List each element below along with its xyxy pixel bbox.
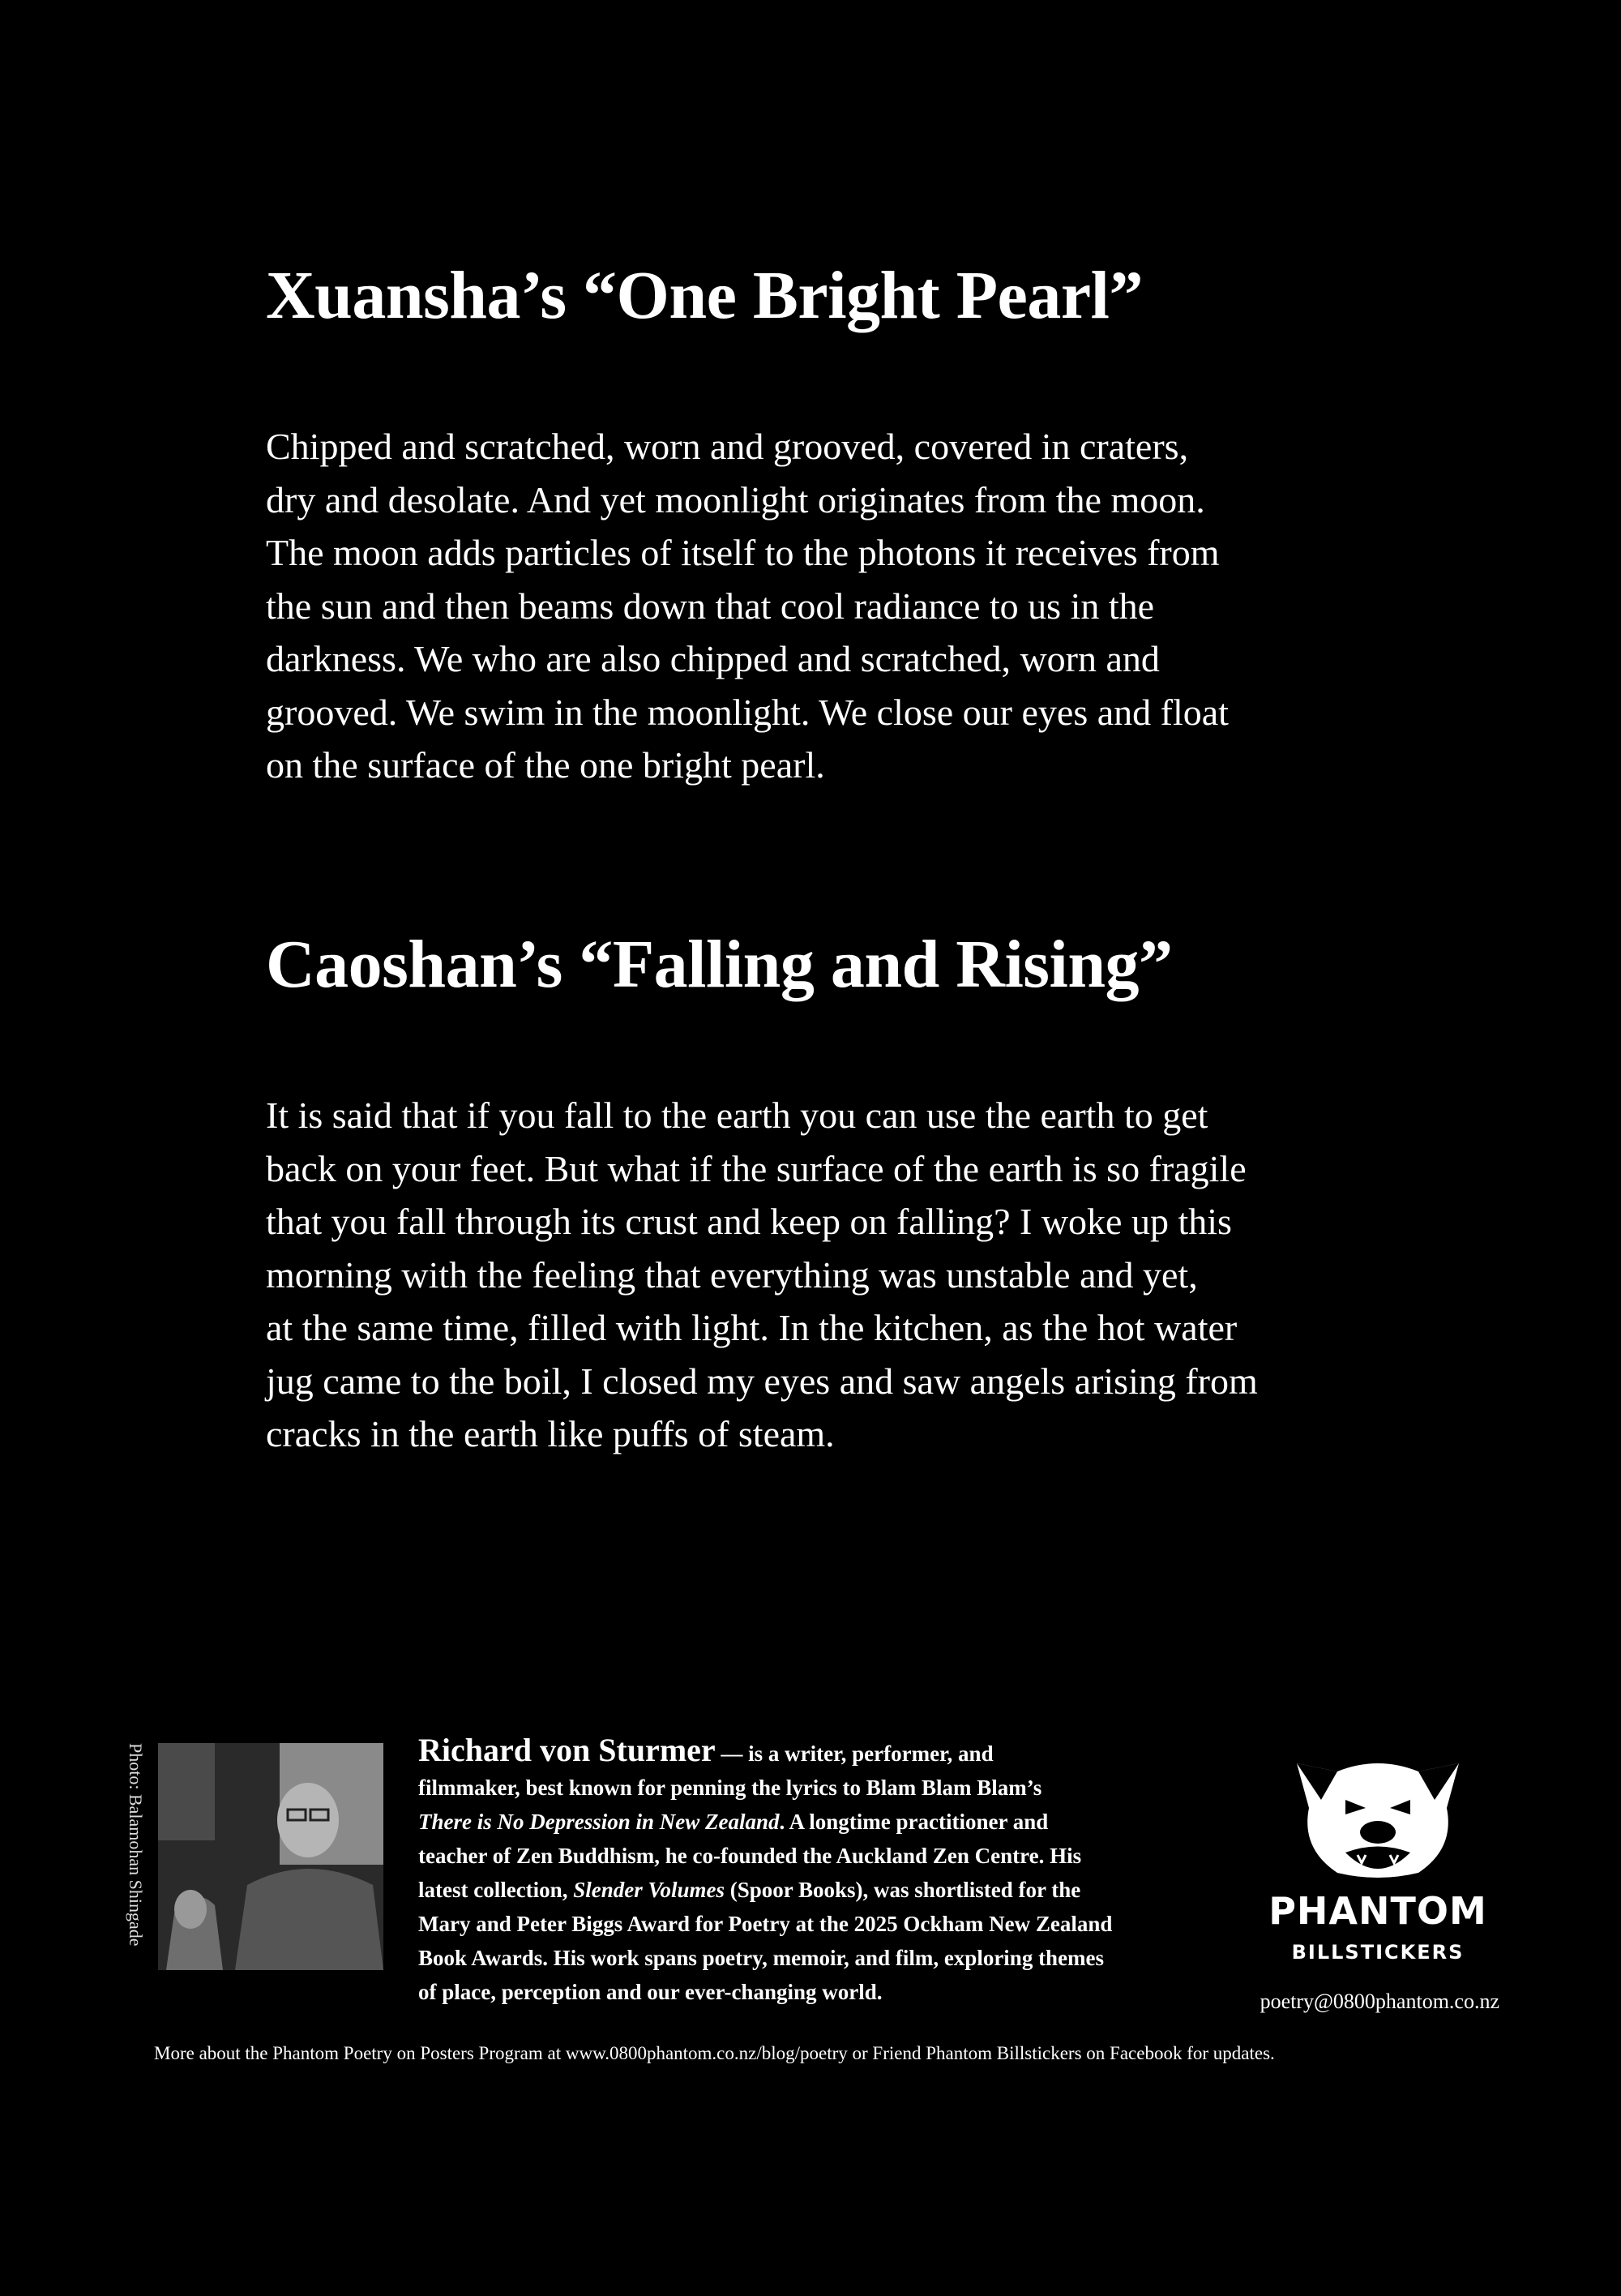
poem-line: the sun and then beams down that cool radiance to us in the: [266, 585, 1155, 627]
brand-subtitle: BILLSTICKERS: [1291, 1941, 1465, 1964]
song-title: There is No Depression in New Zealand: [418, 1810, 780, 1834]
poem-title: Caoshan’s “Falling and Rising”: [266, 927, 1173, 1002]
poem-line: cracks in the earth like puffs of steam.: [266, 1413, 835, 1454]
poem-line: on the surface of the one bright pearl.: [266, 744, 825, 786]
bulldog-head-icon: [1281, 1751, 1475, 1881]
book-title: Slender Volumes: [573, 1878, 725, 1902]
author-photo: [158, 1743, 383, 1970]
poem-falling-and-rising: [266, 920, 1498, 1461]
poem-line: that you fall through its crust and keep on falling? I woke up this: [266, 1201, 1232, 1242]
poem-body: [266, 420, 1498, 792]
poem-line: darkness. We who are also chipped and scratched, worn and: [266, 638, 1160, 679]
author-name: Richard von Sturmer: [418, 1732, 716, 1768]
author-bio: Richard von Sturmer — is a writer, performer, and filmmaker, best known for penning the lyrics to Blam Blam Blam’s There is No Depression in New Zealand. A longtime practitioner and teacher of Zen Buddhism, he co-founded the Auckland Zen Centre. His latest collection, Slender Volumes (Spoor Books), was shortlisted for the Mary and Peter Biggs Award for Poetry at the 2025 Ockham New Zealand Book Awards. His work spans poetry, memoir, and film, exploring themes of place, perception and our ever-changing world.: [418, 1732, 1113, 2004]
contact-email[interactable]: poetry@0800phantom.co.nz: [1260, 1990, 1499, 2013]
poem-title: Xuansha’s “One Bright Pearl”: [266, 258, 1143, 333]
photo-credit: Photo: Balamohan Shingade: [126, 1743, 146, 1947]
poem-one-bright-pearl: [266, 251, 1498, 792]
poem-line: jug came to the boil, I closed my eyes and saw angels arising from: [266, 1360, 1258, 1402]
poem-line: Chipped and scratched, worn and grooved, covered in craters,: [266, 426, 1189, 467]
poem-line: dry and desolate. And yet moonlight originates from the moon.: [266, 478, 1205, 520]
poem-line: grooved. We swim in the moonlight. We close our eyes and float: [266, 691, 1229, 733]
footer-note: More about the Phantom Poetry on Posters Program at www.0800phantom.co.nz/blog/poetry or Friend Phantom Billstickers on Facebook for updates.: [154, 2043, 1275, 2063]
poem-body: [266, 1089, 1498, 1461]
poem-line: back on your feet. But what if the surface of the earth is so fragile: [266, 1147, 1247, 1189]
phantom-logo: [1244, 1751, 1512, 2011]
brand-name: PHANTOM: [1268, 1889, 1487, 1933]
poem-line: morning with the feeling that everything was unstable and yet,: [266, 1253, 1198, 1296]
poem-line: It is said that if you fall to the earth you can use the earth to get: [266, 1094, 1208, 1136]
poem-line: at the same time, filled with light. In the kitchen, as the hot water: [266, 1307, 1238, 1348]
poem-line: The moon adds particles of itself to the photons it receives from: [266, 532, 1220, 573]
